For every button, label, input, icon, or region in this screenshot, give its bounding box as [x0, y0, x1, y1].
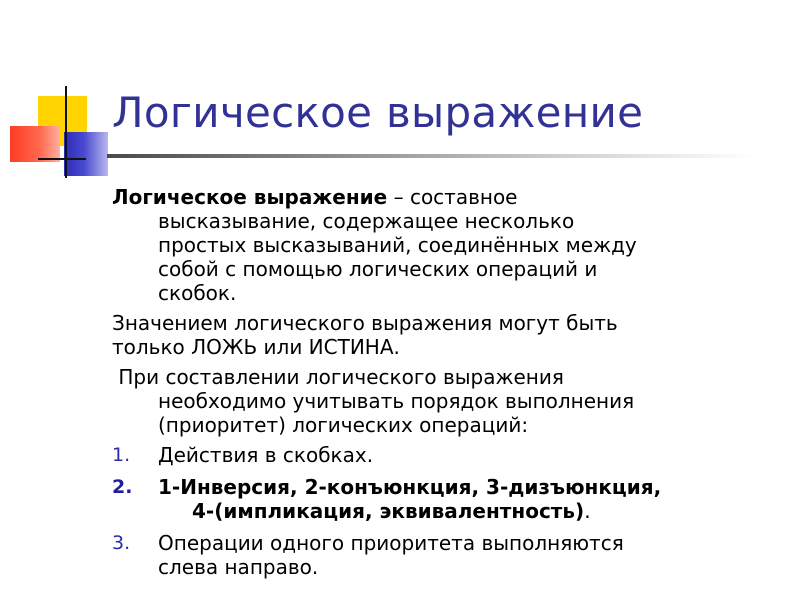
priority-list [112, 443, 792, 579]
priority-line-2: необходимо учитывать порядок выполнения [158, 389, 635, 413]
priority-line-1: При составлении логического выражения [112, 365, 564, 389]
definition-term: Логическое выражение [112, 185, 388, 209]
blue-square-shape [64, 132, 108, 176]
values-line-2: только ЛОЖЬ или ИСТИНА. [112, 335, 400, 359]
definition-line-3: простых высказываний, соединённых между [158, 233, 637, 257]
slide-body [112, 185, 792, 587]
values-line-1: Значением логического выражения могут быть [112, 311, 618, 335]
vertical-line-shape [65, 86, 67, 178]
definition-text: – составное [387, 185, 518, 209]
slide-logo-decoration [0, 0, 110, 190]
values-paragraph [112, 311, 792, 359]
priority-paragraph [112, 365, 792, 437]
list-item-text-continuation [158, 499, 792, 523]
horizontal-line-shape [38, 158, 86, 160]
slide-title: Логическое выражение [112, 88, 644, 137]
list-item [112, 531, 792, 579]
priority-line-3: (приоритет) логических операций: [158, 413, 529, 437]
definition-line-5: скобок. [158, 281, 237, 305]
definition-paragraph [112, 185, 792, 305]
title-underline-divider [107, 154, 755, 158]
list-item-text: Операции одного приоритета выполняются [158, 531, 624, 555]
list-item-number: 2. [112, 476, 133, 498]
list-item-number: 3. [112, 532, 131, 554]
list-item-text-line-2: 4-(импликация, эквивалентность) [192, 499, 585, 523]
list-item-text: 1-Инверсия, 2-конъюнкция, 3-дизъюнкция, [158, 475, 662, 499]
list-item-text: Действия в скобках. [158, 443, 374, 467]
list-item [112, 443, 792, 467]
list-item-text-line-2: слева направо. [158, 555, 319, 579]
definition-line-2: высказывание, содержащее несколько [158, 209, 575, 233]
list-item-number: 1. [112, 444, 131, 466]
list-item-text-tail: . [584, 499, 591, 523]
list-item [112, 475, 792, 523]
red-square-shape [10, 126, 60, 162]
definition-line-4: собой с помощью логических операций и [158, 257, 598, 281]
